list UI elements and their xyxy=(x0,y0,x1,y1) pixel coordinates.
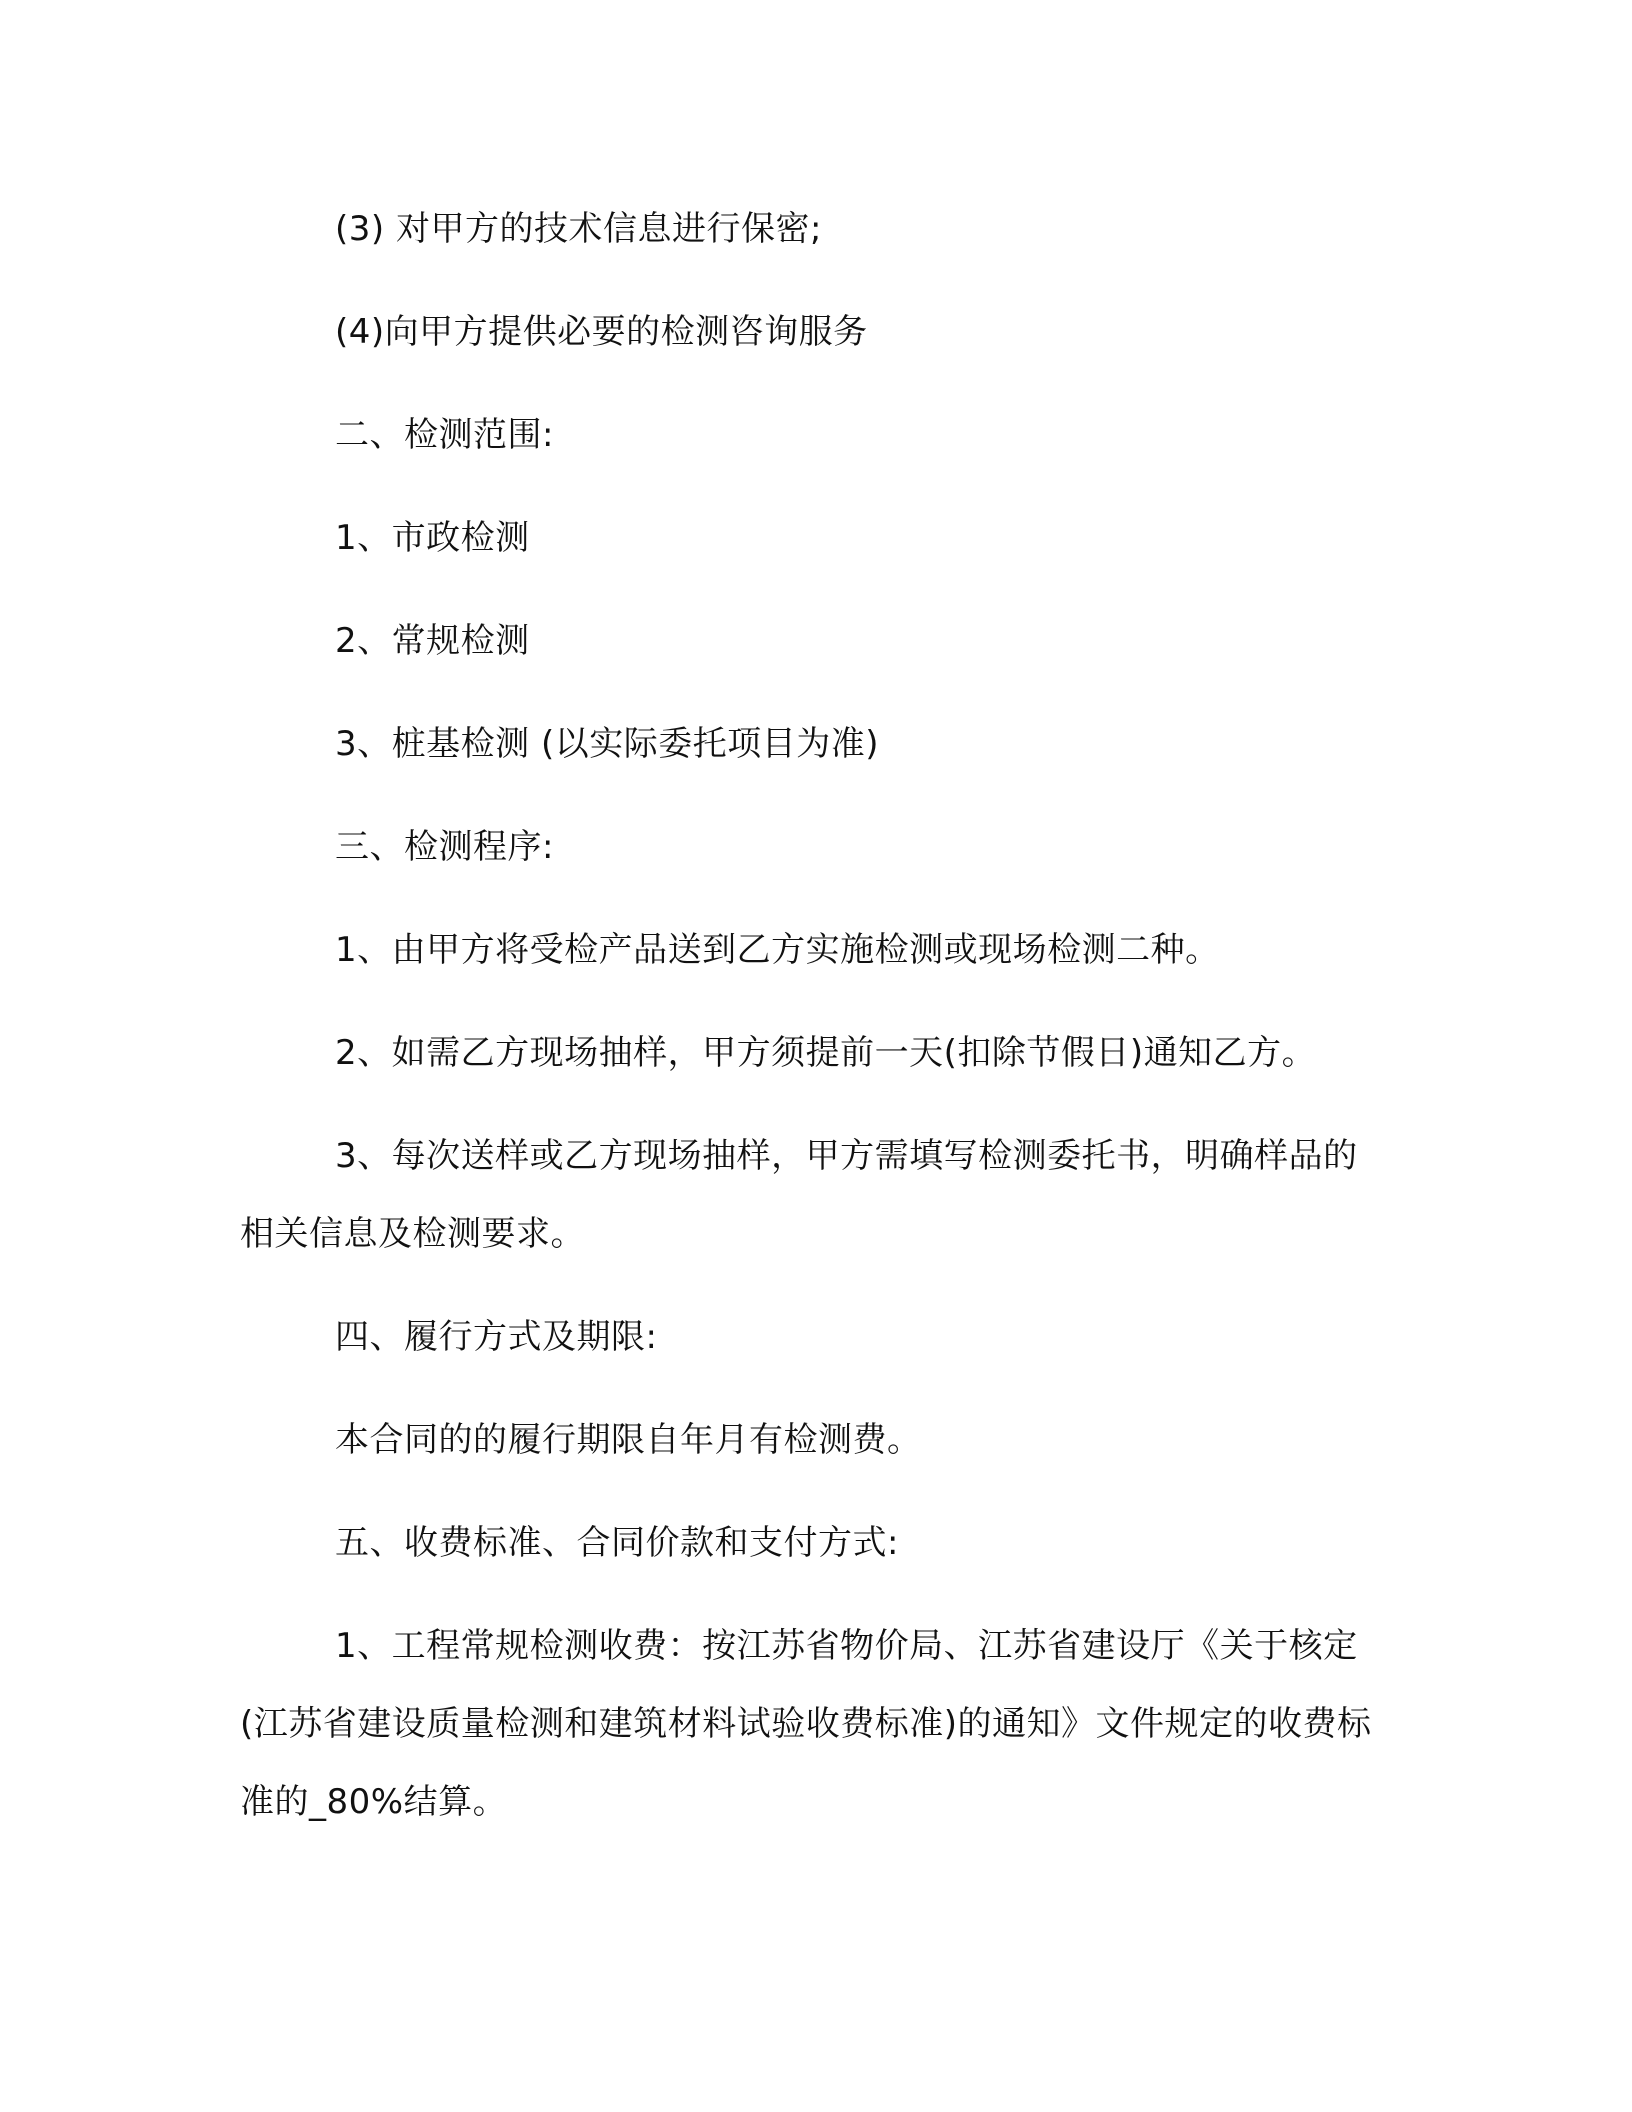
heading-fees-payment: 五、收费标准、合同价款和支付方式: xyxy=(335,1523,899,1563)
procedure-item-2: 2、如需乙方现场抽样，甲方须提前一天(扣除节假日)通知乙方。 xyxy=(335,1033,1317,1073)
paragraph-consulting-service: (4)向甲方提供必要的检测咨询服务 xyxy=(335,312,868,352)
heading-scope: 二、检测范围: xyxy=(335,415,554,455)
fee-item-1: 1、工程常规检测收费：按江苏省物价局、江苏省建设厅《关于核定(江苏省建设质量检测和建筑材料试验收费标准)的通知》文件规定的收费标准的_80%结算。 xyxy=(240,1626,1372,1822)
procedure-item-1: 1、由甲方将受检产品送到乙方实施检测或现场检测二种。 xyxy=(335,930,1220,970)
performance-period-text: 本合同的的履行期限自年月有检测费。 xyxy=(335,1420,922,1460)
heading-procedure: 三、检测程序: xyxy=(335,827,554,867)
scope-item-pile-foundation: 3、桩基检测 (以实际委托项目为准) xyxy=(335,724,879,764)
paragraph-confidentiality: (3) 对甲方的技术信息进行保密; xyxy=(335,209,822,249)
scope-item-routine: 2、常规检测 xyxy=(335,621,530,661)
scope-item-municipal: 1、市政检测 xyxy=(335,518,530,558)
document-body xyxy=(240,190,1390,1866)
heading-performance-period: 四、履行方式及期限: xyxy=(335,1317,658,1357)
procedure-item-3: 3、每次送样或乙方现场抽样，甲方需填写检测委托书，明确样品的相关信息及检测要求。 xyxy=(240,1136,1358,1254)
